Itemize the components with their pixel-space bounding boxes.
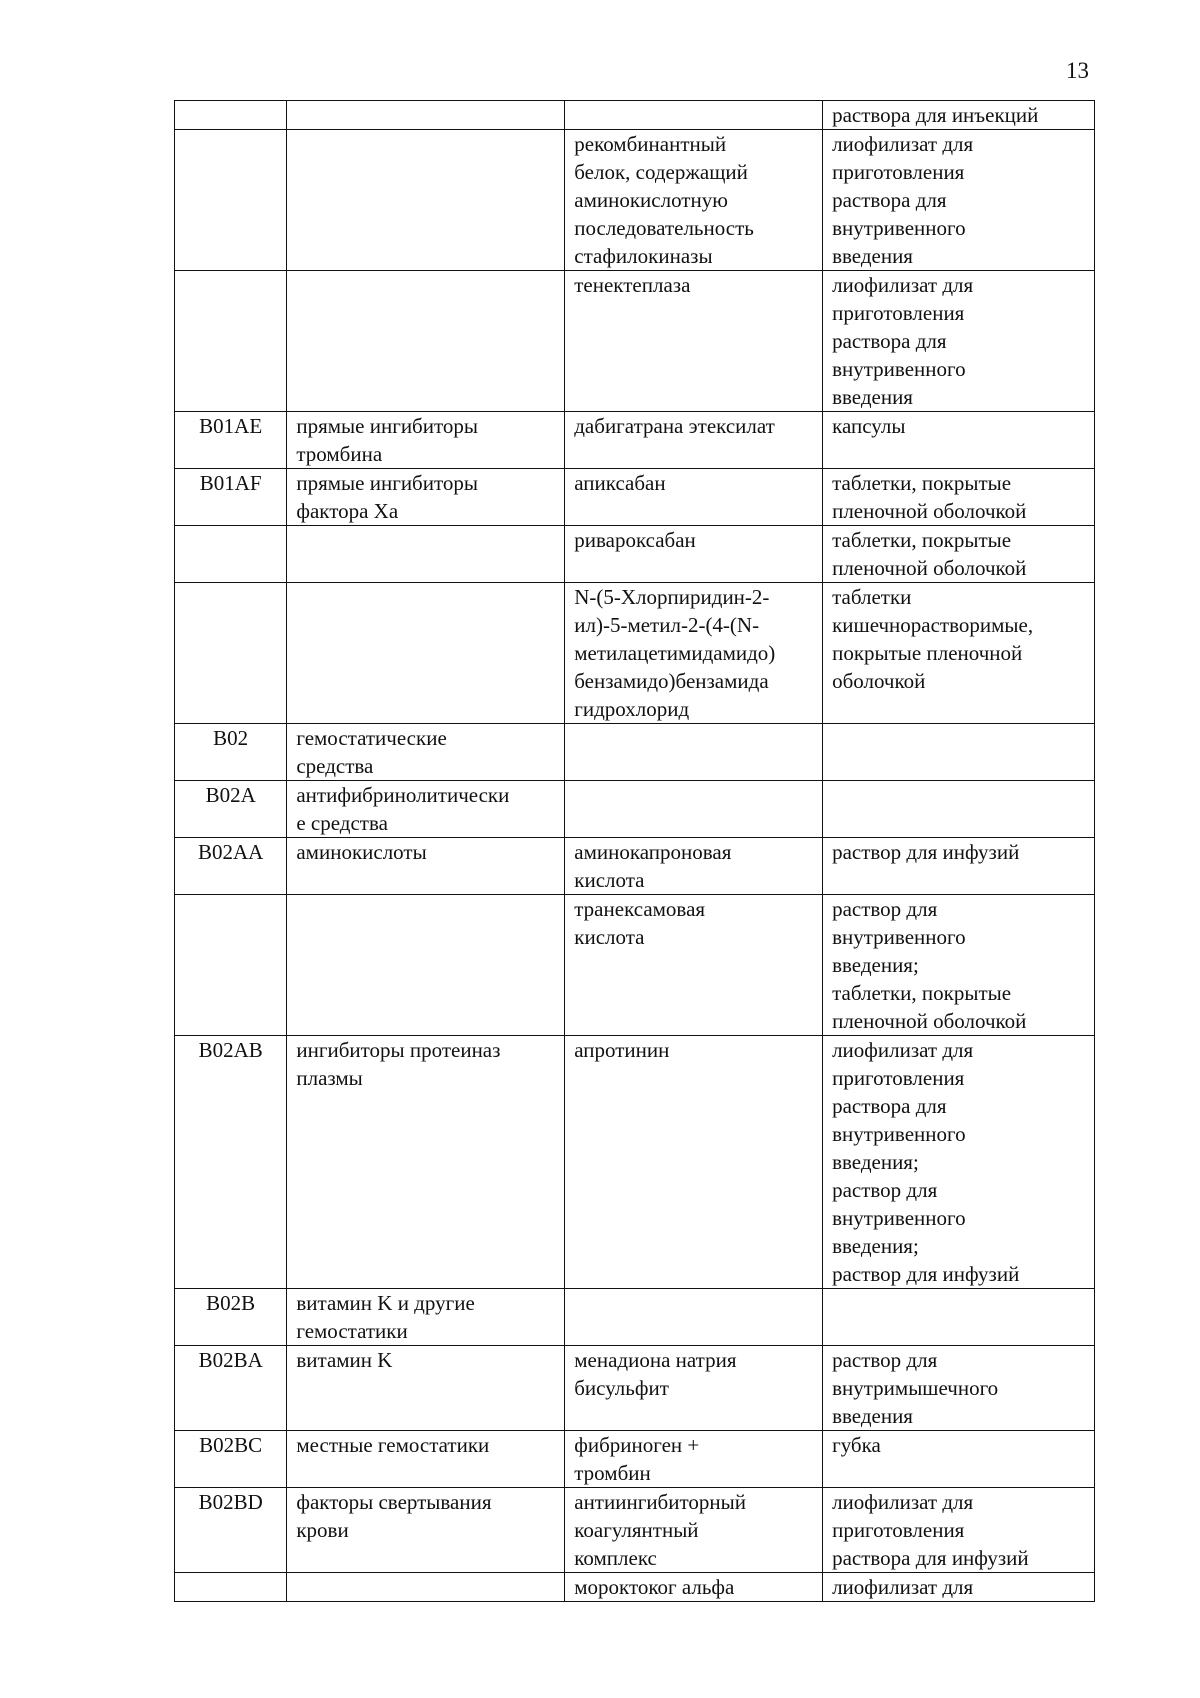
cell-text-line: витамин K и другие <box>296 1291 475 1315</box>
atc-code-cell <box>175 1289 287 1346</box>
cell-text-line: B02BD <box>198 1490 263 1514</box>
cell-text-line: внутривенного <box>832 1206 966 1230</box>
drug-name-cell <box>565 1573 823 1602</box>
group-name-cell <box>287 838 565 895</box>
cell-text-line: гемостатические <box>296 726 447 750</box>
cell-text-line: введения; <box>832 1234 919 1258</box>
cell-text-line: тромбин <box>574 1461 651 1485</box>
atc-code-cell <box>175 781 287 838</box>
cell-text-line: гидрохлорид <box>574 697 690 721</box>
cell-text-line: лиофилизат для <box>832 273 974 297</box>
group-name-cell <box>287 526 565 583</box>
dosage-form-cell <box>823 130 1095 271</box>
cell-text-line: внутривенного <box>832 357 966 381</box>
table-row <box>175 1289 1095 1346</box>
cell-text-line: средства <box>296 754 374 778</box>
atc-code-cell <box>175 1488 287 1573</box>
cell-text-line: комплекс <box>574 1546 657 1570</box>
cell-text-line: раствор для <box>832 1178 938 1202</box>
cell-text-line: транексамовая <box>574 897 706 921</box>
atc-code-cell <box>175 412 287 469</box>
cell-text-line: бензамидо)бензамида <box>574 669 769 693</box>
dosage-form-cell <box>823 1431 1095 1488</box>
atc-code-cell <box>175 838 287 895</box>
drug-name-cell <box>565 101 823 130</box>
cell-text-line: губка <box>832 1433 881 1457</box>
cell-text-line: B02AA <box>198 840 264 864</box>
cell-text-line: лиофилизат для <box>832 132 974 156</box>
dosage-form-cell <box>823 895 1095 1036</box>
cell-text-line: стафилокиназы <box>574 244 713 268</box>
table-row <box>175 130 1095 271</box>
page-number: 13 <box>1066 58 1089 83</box>
group-name-cell <box>287 271 565 412</box>
cell-text-line: B01AF <box>199 471 262 495</box>
cell-text-line: прямые ингибиторы <box>296 471 478 495</box>
drug-name-cell <box>565 271 823 412</box>
group-name-cell <box>287 1431 565 1488</box>
drug-name-cell <box>565 1289 823 1346</box>
dosage-form-cell <box>823 1573 1095 1602</box>
cell-text-line: плазмы <box>296 1066 363 1090</box>
cell-text-line: раствора для <box>832 188 947 212</box>
atc-code-cell <box>175 469 287 526</box>
cell-text-line: B02AB <box>198 1038 263 1062</box>
cell-text-line: кишечнорастворимые, <box>832 613 1034 637</box>
cell-text-line: аминокислотную <box>574 188 728 212</box>
atc-code-cell <box>175 1036 287 1289</box>
cell-text-line: таблетки, покрытые <box>832 981 1012 1005</box>
cell-text-line: B02BC <box>199 1433 263 1457</box>
cell-text-line: таблетки, покрытые <box>832 471 1012 495</box>
cell-text-line: гемостатики <box>296 1319 408 1343</box>
table-body <box>175 101 1095 1602</box>
table-row <box>175 1488 1095 1573</box>
cell-text-line: кислота <box>574 925 645 949</box>
cell-text-line: таблетки <box>832 585 912 609</box>
cell-text-line: введения <box>832 244 913 268</box>
group-name-cell <box>287 583 565 724</box>
cell-text-line: B02BA <box>198 1348 263 1372</box>
cell-text-line: рекомбинантный <box>574 132 727 156</box>
cell-text-line: лиофилизат для <box>832 1575 974 1599</box>
cell-text-line: раствор для инфузий <box>832 1262 1020 1286</box>
dosage-form-cell <box>823 1346 1095 1431</box>
group-name-cell <box>287 130 565 271</box>
cell-text-line: местные гемостатики <box>296 1433 490 1457</box>
dosage-form-cell <box>823 583 1095 724</box>
atc-code-cell <box>175 724 287 781</box>
cell-text-line: последовательность <box>574 216 754 240</box>
dosage-form-cell <box>823 1488 1095 1573</box>
table-row <box>175 724 1095 781</box>
cell-text-line: пленочной оболочкой <box>832 1009 1027 1033</box>
group-name-cell <box>287 1573 565 1602</box>
cell-text-line: бисульфит <box>574 1376 669 1400</box>
cell-text-line: метилацетимидамидо) <box>574 641 776 665</box>
cell-text-line: покрытые пленочной <box>832 641 1023 665</box>
cell-text-line: апротинин <box>574 1038 670 1062</box>
cell-text-line: внутривенного <box>832 1122 966 1146</box>
group-name-cell <box>287 724 565 781</box>
cell-text-line: менадиона натрия <box>574 1348 737 1372</box>
cell-text-line: капсулы <box>832 414 906 438</box>
cell-text-line: пленочной оболочкой <box>832 556 1027 580</box>
cell-text-line: приготовления <box>832 160 965 184</box>
cell-text-line: фибриноген + <box>574 1433 700 1457</box>
cell-text-line: введения; <box>832 1150 919 1174</box>
atc-code-cell <box>175 101 287 130</box>
cell-text-line: оболочкой <box>832 669 926 693</box>
group-name-cell <box>287 1346 565 1431</box>
cell-text-line: антиингибиторный <box>574 1490 746 1514</box>
cell-text-line: белок, содержащий <box>574 160 748 184</box>
atc-code-cell <box>175 583 287 724</box>
cell-text-line: пленочной оболочкой <box>832 499 1027 523</box>
dosage-form-cell <box>823 412 1095 469</box>
cell-text-line: аминокислоты <box>296 840 427 864</box>
table-row <box>175 895 1095 1036</box>
cell-text-line: мороктоког альфа <box>574 1575 735 1599</box>
dosage-form-cell <box>823 526 1095 583</box>
cell-text-line: B01AE <box>199 414 263 438</box>
dosage-form-cell <box>823 1036 1095 1289</box>
drug-name-cell <box>565 469 823 526</box>
cell-text-line: B02B <box>206 1291 256 1315</box>
cell-text-line: приготовления <box>832 301 965 325</box>
cell-text-line: ил)-5-метил-2-(4-(N- <box>574 613 760 637</box>
cell-text-line: B02 <box>213 726 249 750</box>
cell-text-line: раствор для <box>832 897 938 921</box>
cell-text-line: введения <box>832 1404 913 1428</box>
table-row <box>175 1573 1095 1602</box>
cell-text-line: таблетки, покрытые <box>832 528 1012 552</box>
table-row <box>175 1431 1095 1488</box>
drug-name-cell <box>565 838 823 895</box>
dosage-form-cell <box>823 724 1095 781</box>
drug-name-cell <box>565 895 823 1036</box>
cell-text-line: лиофилизат для <box>832 1038 974 1062</box>
drug-name-cell <box>565 724 823 781</box>
cell-text-line: апиксабан <box>574 471 666 495</box>
cell-text-line: дабигатрана этексилат <box>574 414 775 438</box>
cell-text-line: витамин K <box>296 1348 393 1372</box>
dosage-form-cell <box>823 781 1095 838</box>
table-row <box>175 412 1095 469</box>
cell-text-line: антифибринолитически <box>296 783 510 807</box>
cell-text-line: раствора для инъекций <box>832 103 1039 127</box>
atc-code-cell <box>175 1431 287 1488</box>
cell-text-line: тенектеплаза <box>574 273 691 297</box>
table-row <box>175 1036 1095 1289</box>
drug-name-cell <box>565 130 823 271</box>
dosage-form-cell <box>823 271 1095 412</box>
cell-text-line: раствор для инфузий <box>832 840 1020 864</box>
cell-text-line: внутривенного <box>832 925 966 949</box>
drug-name-cell <box>565 1431 823 1488</box>
cell-text-line: введения; <box>832 953 919 977</box>
cell-text-line: е средства <box>296 811 388 835</box>
cell-text-line: раствора для <box>832 1094 947 1118</box>
atc-code-cell <box>175 271 287 412</box>
drug-name-cell <box>565 781 823 838</box>
cell-text-line: аминокапроновая <box>574 840 732 864</box>
group-name-cell <box>287 101 565 130</box>
table-row <box>175 838 1095 895</box>
cell-text-line: внутримышечного <box>832 1376 999 1400</box>
dosage-form-cell <box>823 838 1095 895</box>
drug-name-cell <box>565 583 823 724</box>
group-name-cell <box>287 781 565 838</box>
cell-text-line: кислота <box>574 868 645 892</box>
group-name-cell <box>287 1289 565 1346</box>
cell-text-line: ривароксабан <box>574 528 696 552</box>
cell-text-line: раствора для <box>832 329 947 353</box>
cell-text-line: введения <box>832 385 913 409</box>
drug-name-cell <box>565 412 823 469</box>
drug-name-cell <box>565 1036 823 1289</box>
group-name-cell <box>287 469 565 526</box>
cell-text-line: раствор для <box>832 1348 938 1372</box>
cell-text-line: раствора для инфузий <box>832 1546 1029 1570</box>
table-row <box>175 526 1095 583</box>
group-name-cell <box>287 895 565 1036</box>
atc-code-cell <box>175 1573 287 1602</box>
cell-text-line: фактора Xa <box>296 499 399 523</box>
table-row <box>175 781 1095 838</box>
atc-code-cell <box>175 526 287 583</box>
group-name-cell <box>287 412 565 469</box>
drug-name-cell <box>565 1346 823 1431</box>
dosage-form-cell <box>823 1289 1095 1346</box>
cell-text-line: ингибиторы протеиназ <box>296 1038 501 1062</box>
cell-text-line: прямые ингибиторы <box>296 414 478 438</box>
cell-text-line: внутривенного <box>832 216 966 240</box>
table-row <box>175 101 1095 130</box>
table-row <box>175 1346 1095 1431</box>
table-row <box>175 271 1095 412</box>
cell-text-line: приготовления <box>832 1518 965 1542</box>
drug-name-cell <box>565 526 823 583</box>
atc-code-cell <box>175 895 287 1036</box>
drug-classification-table <box>174 100 1095 1602</box>
drug-name-cell <box>565 1488 823 1573</box>
atc-code-cell <box>175 130 287 271</box>
cell-text-line: N-(5-Хлорпиридин-2- <box>574 585 770 609</box>
atc-code-cell <box>175 1346 287 1431</box>
table-row <box>175 583 1095 724</box>
cell-text-line: тромбина <box>296 442 383 466</box>
cell-text-line: B02A <box>205 783 256 807</box>
cell-text-line: факторы свертывания <box>296 1490 492 1514</box>
cell-text-line: крови <box>296 1518 349 1542</box>
group-name-cell <box>287 1036 565 1289</box>
dosage-form-cell <box>823 469 1095 526</box>
cell-text-line: коагулянтный <box>574 1518 699 1542</box>
dosage-form-cell <box>823 101 1095 130</box>
cell-text-line: лиофилизат для <box>832 1490 974 1514</box>
cell-text-line: приготовления <box>832 1066 965 1090</box>
table-row <box>175 469 1095 526</box>
group-name-cell <box>287 1488 565 1573</box>
